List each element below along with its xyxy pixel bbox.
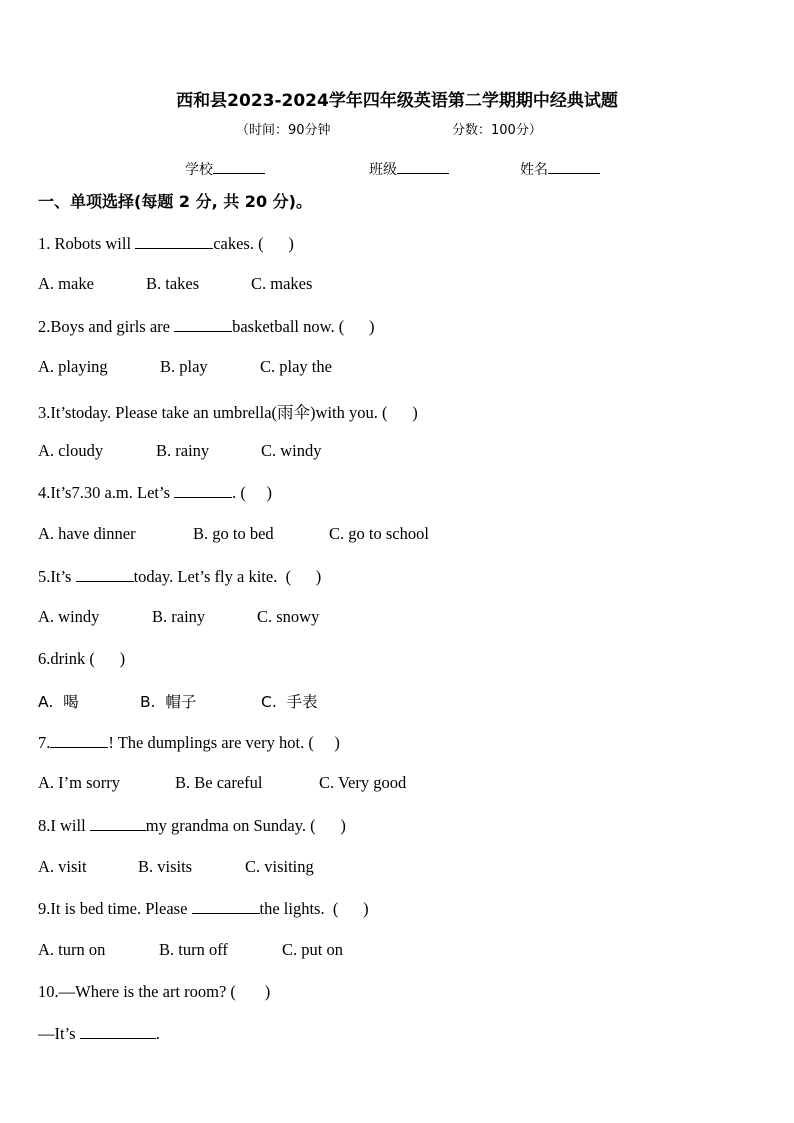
exam-time: （时间：90分钟 [236,123,331,138]
question-text: 6.drink ( ) [38,649,126,668]
option-a[interactable]: A. have dinner [38,524,136,543]
question-text: 8.I will [38,816,90,835]
question-text: 10.—Where is the art room? ( ) [38,982,271,1001]
question-text: )with you. ( ) [310,403,418,422]
class-field [369,159,449,179]
answer-blank[interactable] [76,566,134,582]
option-c[interactable]: C. 手表 [261,693,318,711]
answer-blank[interactable] [192,898,260,914]
name-label: 姓名 [520,162,548,178]
name-field [520,159,600,179]
page-title: 西和县2023-2024学年四年级英语第二学期期中经典试题 [176,91,618,111]
option-a[interactable]: A. make [38,274,94,293]
question-8 [38,815,346,836]
answer-blank[interactable] [135,233,213,249]
name-input-line[interactable] [548,159,600,174]
question-4 [38,482,272,503]
option-b[interactable]: B. takes [146,274,200,293]
question-text: basketball now. ( ) [232,317,375,336]
question-text: 9.It is bed time. Please [38,899,192,918]
option-a[interactable]: A. visit [38,857,87,876]
question-text: 7. [38,733,51,752]
question-10 [38,982,270,1002]
question-hint: 雨伞 [277,403,311,422]
option-a[interactable]: A. cloudy [38,441,104,460]
school-field [185,159,265,179]
answer-blank[interactable] [50,732,108,748]
option-c[interactable]: C. Very good [319,773,407,792]
school-input-line[interactable] [213,159,265,174]
option-b[interactable]: B. rainy [156,441,210,460]
answer-blank[interactable] [174,316,232,332]
question-text: . ( ) [232,483,272,502]
option-b[interactable]: B. visits [138,857,193,876]
question-9 [38,898,369,919]
question-text: . [155,1024,160,1043]
option-c[interactable]: C. makes [251,274,313,293]
question-5 [38,566,321,587]
school-label: 学校 [185,162,213,178]
question-text: 5.It’s [38,567,76,586]
question-1 [38,233,294,254]
option-b[interactable]: B. Be careful [175,773,263,792]
question-10-answer-line [38,1023,160,1044]
question-2 [38,316,374,337]
option-c[interactable]: C. go to school [329,524,429,543]
question-7 [38,732,340,753]
option-a[interactable]: A. I’m sorry [38,773,121,792]
question-text: my grandma on Sunday. ( ) [145,816,346,835]
question-text: 1. Robots will [38,234,136,253]
option-c[interactable]: C. play the [260,357,332,376]
question-text: —It’s [38,1024,80,1043]
answer-blank[interactable] [174,482,232,498]
class-label: 班级 [369,162,397,178]
answer-blank[interactable] [90,815,146,831]
option-b[interactable]: B. go to bed [193,524,274,543]
option-b[interactable]: B. rainy [152,607,206,626]
question-text: the lights. ( ) [259,899,369,918]
question-6 [38,649,125,669]
option-b[interactable]: B. play [160,357,208,376]
answer-blank[interactable] [80,1023,156,1039]
question-text: today. Let’s fly a kite. ( ) [133,567,322,586]
question-text: cakes. ( ) [213,234,294,253]
option-c[interactable]: C. windy [261,441,322,460]
exam-score: 分数：100分） [452,123,542,138]
option-a[interactable]: A. 喝 [38,693,79,711]
question-3 [38,399,418,423]
option-a[interactable]: A. turn on [38,940,106,959]
option-b[interactable]: B. turn off [159,940,228,959]
option-c[interactable]: C. visiting [245,857,314,876]
class-input-line[interactable] [397,159,449,174]
question-text: 2.Boys and girls are [38,317,175,336]
question-text: 3.It’stoday. Please take an umbrella( [38,403,278,422]
option-a[interactable]: A. playing [38,357,108,376]
option-a[interactable]: A. windy [38,607,100,626]
option-c[interactable]: C. snowy [257,607,320,626]
question-text: 4.It’s7.30 a.m. Let’s [38,483,175,502]
option-b[interactable]: B. 帽子 [140,693,197,711]
section-heading: 一、单项选择(每题 2 分, 共 20 分)。 [38,192,312,211]
question-text: ! The dumplings are very hot. ( ) [108,733,340,752]
option-c[interactable]: C. put on [282,940,343,959]
